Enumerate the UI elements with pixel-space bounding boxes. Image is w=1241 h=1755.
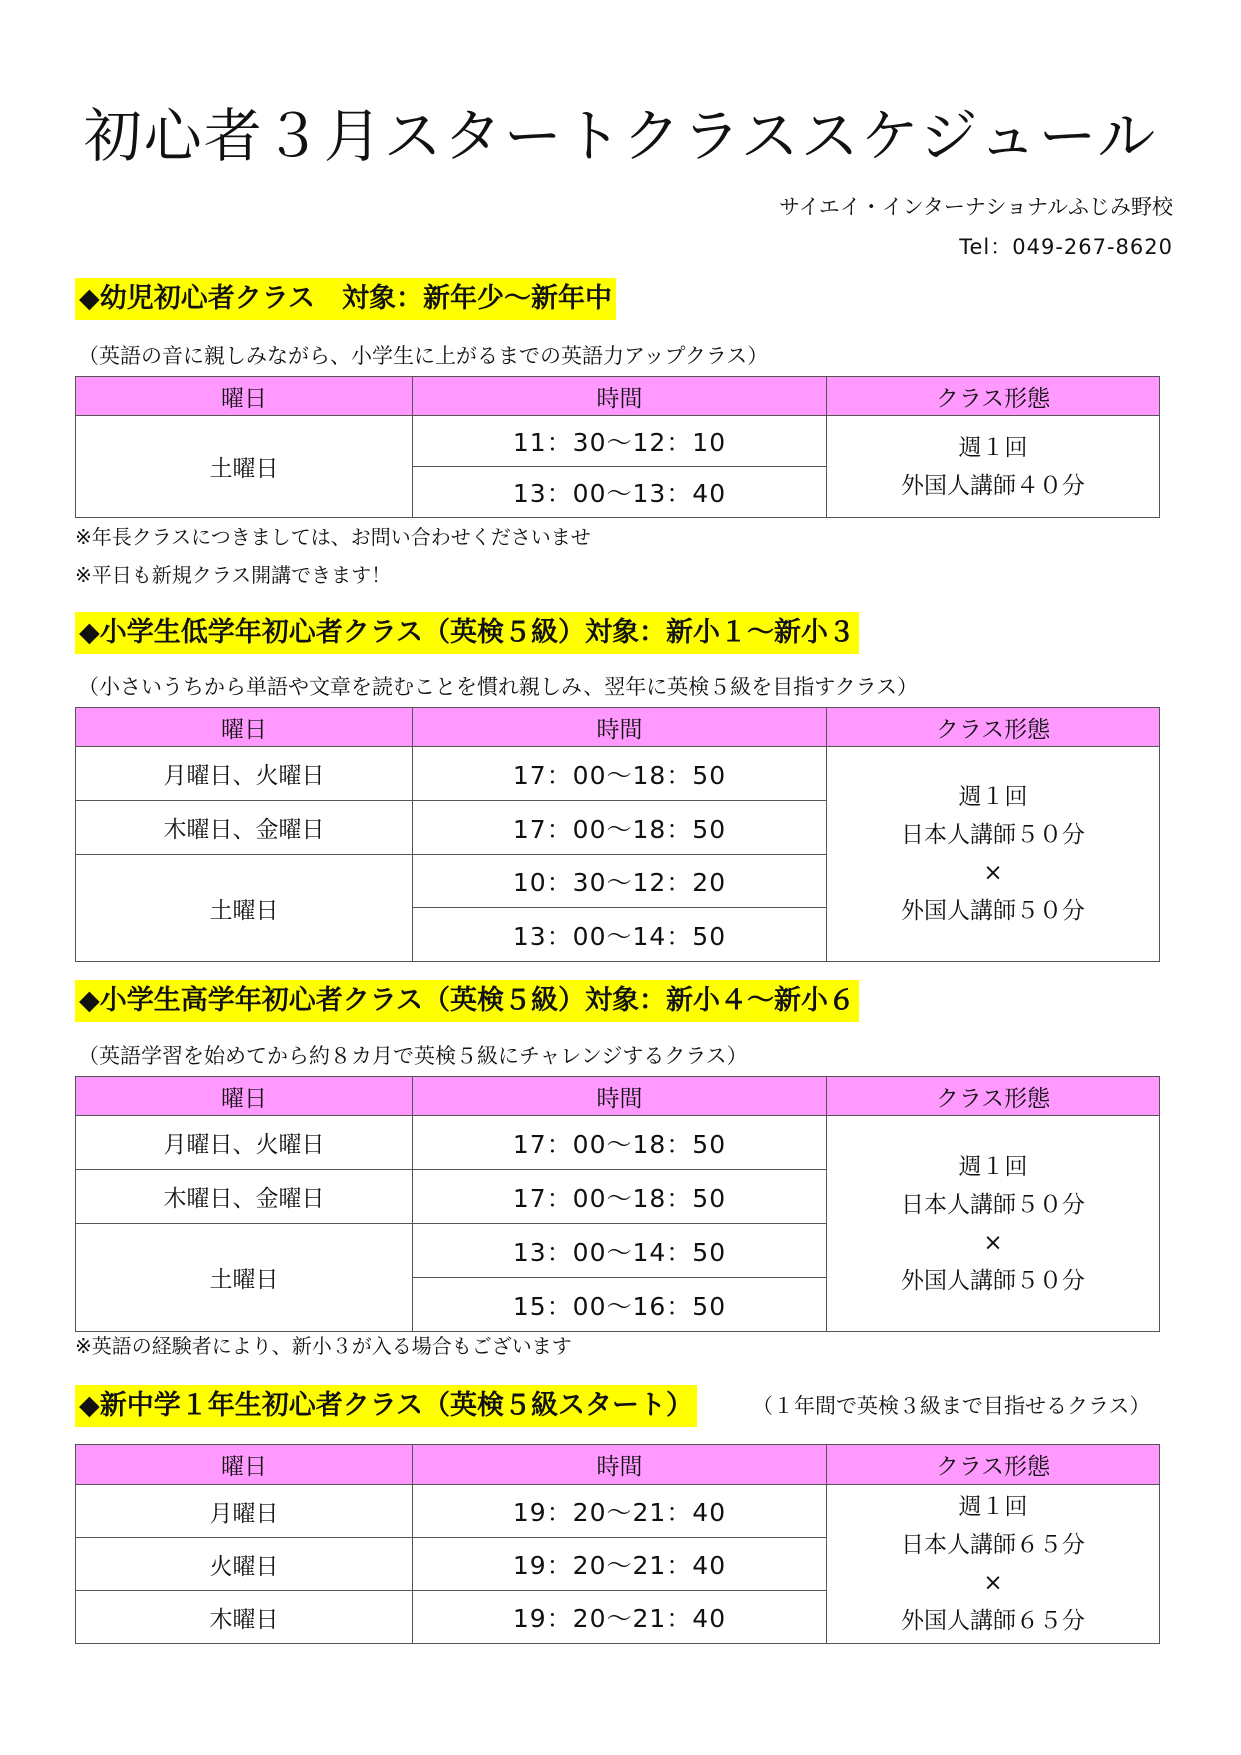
format-line: 日本人講師５０分: [901, 1191, 1085, 1218]
section4-heading-note: （１年間で英検３級まで目指せるクラス）: [752, 1394, 1151, 1418]
section4-heading: ◆新中学１年生初心者クラス（英検５級スタート）: [75, 1385, 697, 1427]
section2-heading: ◆小学生低学年初心者クラス（英検５級）対象：新小１～新小３: [75, 612, 859, 654]
time-cell: 17：00～18：50: [413, 801, 827, 855]
section3-heading: ◆小学生高学年初心者クラス（英検５級）対象：新小４～新小６: [75, 980, 859, 1022]
format-line: ×: [983, 1229, 1003, 1256]
day-cell: 月曜日: [76, 1485, 413, 1538]
time-cell: 13：00～14：50: [413, 1224, 827, 1278]
format-line: 外国人講師４０分: [901, 472, 1085, 499]
header-time: 時間: [413, 1445, 827, 1485]
section3-description: （英語学習を始めてから約８カ月で英検５級にチャレンジするクラス）: [78, 1044, 748, 1068]
time-cell: 19：20～21：40: [413, 1591, 827, 1644]
header-time: 時間: [413, 377, 827, 416]
time-cell: 17：00～18：50: [413, 1170, 827, 1224]
day-cell: 土曜日: [76, 1224, 413, 1332]
header-time: 時間: [413, 708, 827, 747]
section3-note: ※英語の経験者により、新小３が入る場合もございます: [75, 1334, 572, 1358]
format-line: ×: [983, 1570, 1003, 1596]
day-cell: 木曜日、金曜日: [76, 801, 413, 855]
page-title: 初心者３月スタートクラススケジュール: [83, 102, 1158, 170]
header-day: 曜日: [76, 1445, 413, 1485]
header-format: クラス形態: [827, 1077, 1160, 1116]
format-line: 週１回: [958, 434, 1028, 461]
format-cell: [827, 1485, 1160, 1644]
section2-description: （小さいうちから単語や文章を読むことを慣れ親しみ、翌年に英検５級を目指すクラス）: [78, 675, 918, 699]
day-cell: 木曜日: [76, 1591, 413, 1644]
header-time: 時間: [413, 1077, 827, 1116]
time-cell: 11：30～12：10: [413, 416, 827, 467]
day-cell: 木曜日、金曜日: [76, 1170, 413, 1224]
day-cell: 土曜日: [76, 416, 413, 518]
section1-description: （英語の音に親しみながら、小学生に上がるまでの英語力アップクラス）: [78, 344, 769, 368]
section1-table: [75, 376, 1160, 518]
time-cell: 13：00～14：50: [413, 908, 827, 962]
format-line: ×: [983, 860, 1003, 886]
section2-table: [75, 707, 1160, 962]
format-cell: [827, 416, 1160, 518]
format-cell: [827, 1116, 1160, 1332]
format-line: 日本人講師５０分: [901, 822, 1085, 848]
time-cell: 13：00～13：40: [413, 467, 827, 518]
header-format: クラス形態: [827, 1445, 1160, 1485]
day-cell: 月曜日、火曜日: [76, 747, 413, 801]
phone-text: Tel：049-267-8620: [959, 235, 1173, 259]
phone-number: [959, 232, 1173, 262]
format-line: 週１回: [958, 1494, 1028, 1520]
time-cell: 17：00～18：50: [413, 747, 827, 801]
time-cell: 10：30～12：20: [413, 855, 827, 908]
header-format: クラス形態: [827, 708, 1160, 747]
header-day: 曜日: [76, 377, 413, 416]
format-line: 週１回: [958, 784, 1028, 810]
time-cell: 17：00～18：50: [413, 1116, 827, 1170]
school-name: サイエイ・インターナショナルふじみ野校: [779, 195, 1173, 219]
time-cell: 19：20～21：40: [413, 1538, 827, 1591]
format-line: 日本人講師６５分: [901, 1532, 1085, 1558]
format-line: 週１回: [958, 1153, 1028, 1180]
format-line: 外国人講師６５分: [901, 1608, 1085, 1634]
header-day: 曜日: [76, 708, 413, 747]
time-cell: 19：20～21：40: [413, 1485, 827, 1538]
day-cell: 月曜日、火曜日: [76, 1116, 413, 1170]
section4-table: [75, 1444, 1160, 1644]
day-cell: 土曜日: [76, 855, 413, 962]
format-line: 外国人講師５０分: [901, 1267, 1085, 1294]
format-line: 外国人講師５０分: [901, 898, 1085, 924]
header-format: クラス形態: [827, 377, 1160, 416]
section3-table: [75, 1076, 1160, 1332]
day-cell: 火曜日: [76, 1538, 413, 1591]
section1-heading: ◆幼児初心者クラス 対象：新年少～新年中: [75, 278, 616, 320]
format-cell: [827, 747, 1160, 962]
section1-note: ※年長クラスにつきましては、お問い合わせくださいませ: [75, 525, 591, 549]
time-cell: 15：00～16：50: [413, 1278, 827, 1332]
header-day: 曜日: [76, 1077, 413, 1116]
section1-note: ※平日も新規クラス開講できます！: [75, 563, 392, 587]
